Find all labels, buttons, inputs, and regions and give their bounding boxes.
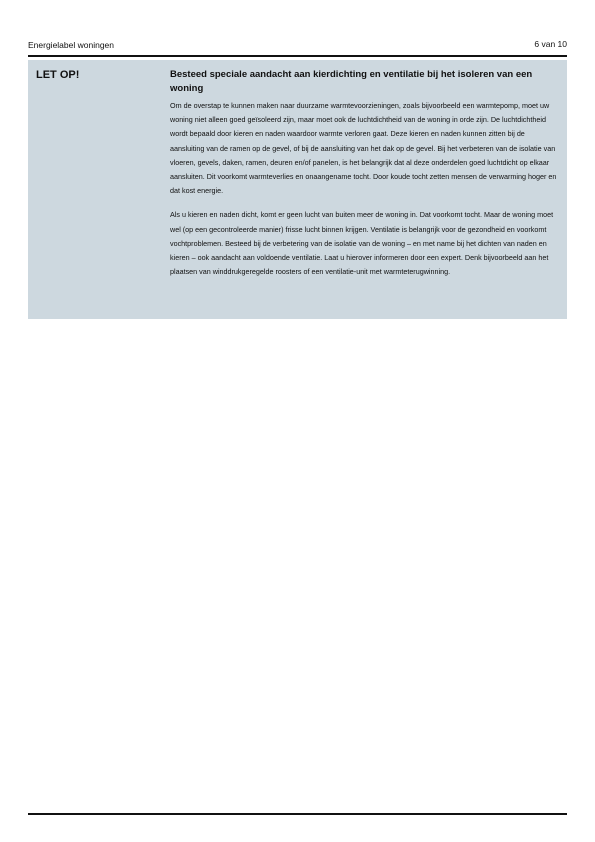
- footer-divider: [28, 813, 567, 815]
- callout-paragraph: Om de overstap te kunnen maken naar duurzame warmtevoorzieningen, zoals bijvoorbeeld een warmtepomp, moet uw woning niet alleen goed geïsoleerd zijn, maar moet ook de luchtdichtheid van de woning in orde zijn. De luchtdichtheid wordt bepaald door kieren en naden waardoor warmte verloren gaat. Deze kieren en naden kunnen zitten bij de aansluiting van de ramen op de gevel, of bij de aansluiting van het dak op de gevel. Bij het verbeteren van de isolatie van vloeren, gevels, daken, ramen, deuren en/of panelen, is het belangrijk dat al deze onderdelen goed luchtdicht op elkaar aansluiten. Dit voorkomt warmteverlies en onaangename tocht. Door koude tocht zetten mensen de verwarming hoger en dat kost energie.: [170, 101, 557, 196]
- callout-content: [170, 68, 560, 279]
- callout-heading: Besteed speciale aandacht aan kierdichting en ventilatie bij het isoleren van een woning: [170, 69, 533, 94]
- callout-box: [28, 60, 567, 319]
- header-divider: [28, 55, 567, 57]
- page-number: 6 van 10: [534, 39, 567, 49]
- callout-paragraph: Als u kieren en naden dicht, komt er geen lucht van buiten meer de woning in. Dat voorkomt tocht. Maar de woning moet wel (op een gecontroleerde manier) frisse lucht binnen krijgen. Ventilatie is belangrijk voor de gezondheid en voorkomt vochtproblemen. Besteed bij de verbetering van de isolatie van de woning – en met name bij het dichten van naden en kieren – ook aandacht aan voldoende ventilatie. Laat u hierover informeren door een expert. Denk bijvoorbeeld aan het plaatsen van winddrukgeregelde roosters of een ventilatie-unit met warmteterugwinning.: [170, 210, 554, 277]
- callout-label: LET OP!: [36, 69, 80, 81]
- page-header: [28, 40, 567, 54]
- document-title: Energielabel woningen: [28, 40, 115, 50]
